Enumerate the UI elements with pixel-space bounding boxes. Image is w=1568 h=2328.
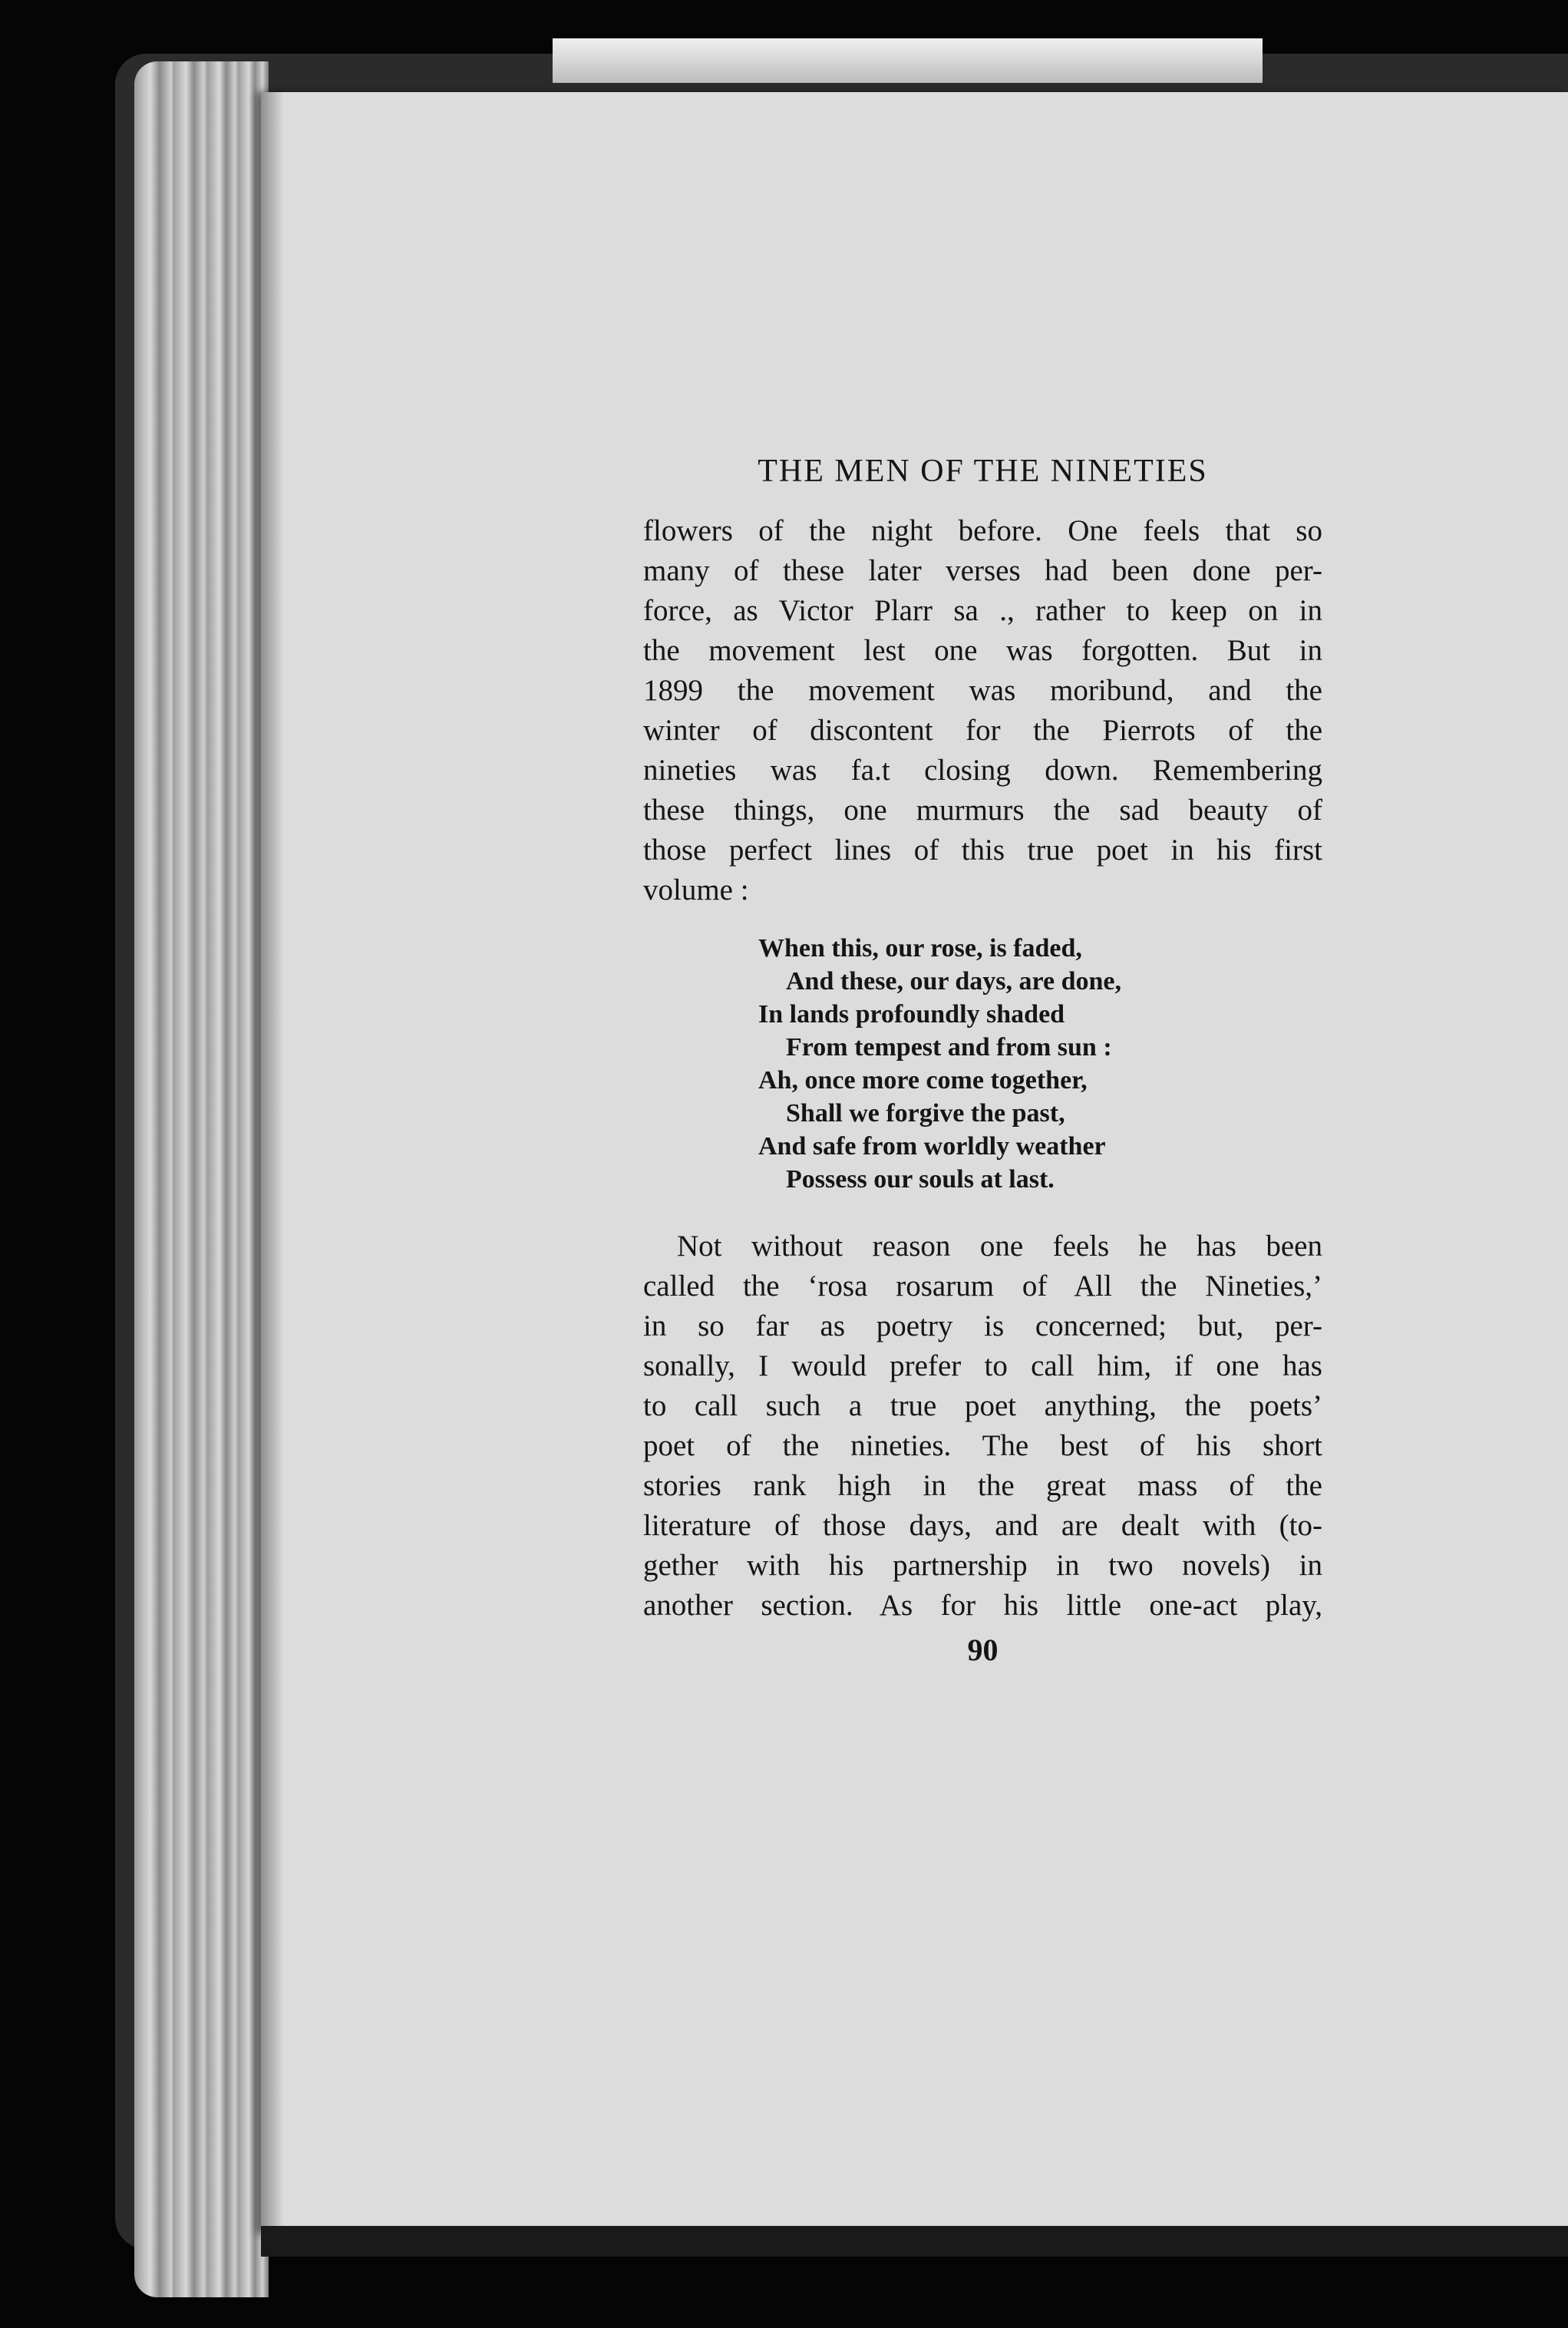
poem-line: From tempest and from sun : [786,1033,1112,1062]
paragraph-1 [643,511,1322,910]
poem-line: When this, our rose, is faded, [758,934,1082,963]
poem-line: And these, our days, are done, [786,967,1122,996]
bottom-edge [261,2226,1568,2257]
text-line: another section. As for his little one-act play, [643,1589,1322,1622]
page-number: 90 [967,1633,999,1667]
text-line: sonally, I would prefer to call him, if one has [643,1349,1322,1382]
text-line: those perfect lines of this true poet in his first [643,834,1322,867]
text-column [643,453,1322,1668]
text-line: force, as Victor Plarr sa ., rather to keep on in [643,594,1322,627]
page-edge [173,61,211,2297]
text-line: many of these later verses had been done per- [643,554,1322,587]
text-line: winter of discontent for the Pierrots of the [643,714,1322,747]
text-line: literature of those days, and are dealt with (to- [643,1509,1322,1542]
text-line: in so far as poetry is concerned; but, per- [643,1309,1322,1342]
poem-line: In lands profoundly shaded [758,1000,1065,1029]
text-line: stories rank high in the great mass of the [643,1469,1322,1502]
text-line: called the ‘rosa rosarum of All the Nineties,’ [643,1270,1322,1303]
poem-line: Ah, once more come together, [758,1066,1088,1095]
page-edge [207,61,242,2297]
text-line: nineties was fa.t closing down. Remembering [643,754,1322,787]
text-line: these things, one murmurs the sad beauty of [643,794,1322,827]
poem-line: Shall we forgive the past, [786,1099,1065,1128]
text-line: volume : [643,873,749,906]
text-line: Not without reason one feels he has been [677,1230,1322,1263]
running-head: THE MEN OF THE NINETIES [758,454,1208,489]
poem-line: And safe from worldly weather [758,1132,1106,1161]
poem-line: Possess our souls at last. [786,1165,1055,1194]
text-line: poet of the nineties. The best of his short [643,1429,1322,1462]
text-line: 1899 the movement was moribund, and the [643,674,1322,707]
top-page-strip [553,38,1263,83]
text-line: flowers of the night before. One feels that so [643,514,1322,547]
text-line: gether with his partnership in two novels) in [643,1549,1322,1582]
poem-stanza [758,932,1322,1196]
paragraph-2 [643,1227,1322,1626]
gutter-shadow [261,92,284,2234]
text-line: to call such a true poet anything, the poets’ [643,1389,1322,1422]
text-line: the movement lest one was forgotten. But in [643,634,1322,667]
